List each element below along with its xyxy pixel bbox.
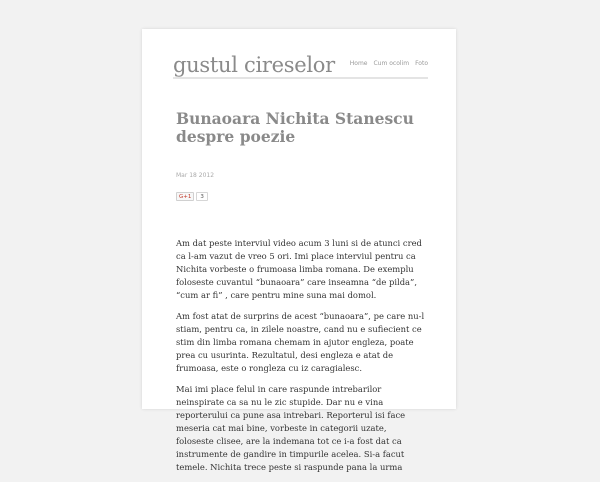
gplus-count: 3 — [196, 192, 208, 201]
nav-item-home[interactable]: Home — [349, 60, 368, 67]
post-content — [176, 237, 426, 482]
page-card — [142, 29, 456, 472]
top-nav — [350, 60, 428, 67]
gplus-button[interactable]: G+1 — [176, 192, 194, 201]
post-paragraph: Am dat peste interviul video acum 3 luni si de atunci cred ca l-am vazut de vreo 5 ori. Imi place interviul pentru ca Nichita vorbeste o frumoasa limba romana. De exemplu foloseste cuvantul “bunaoara” care inseamna “de pilda”, “cum ar fi” , care pentru mine suna mai domol. — [176, 238, 422, 300]
nav-item-foto[interactable]: Foto — [415, 60, 428, 67]
site-title[interactable]: gustul cireselor — [173, 53, 335, 77]
nav-item-cum-ocolim[interactable]: Cum ocolim — [373, 60, 410, 67]
gplus-widget — [176, 192, 208, 201]
post-title[interactable]: Bunaoara Nichita Stanescu despre poezie — [176, 109, 414, 146]
post-paragraph: Am fost atat de surprins de acest “bunaoara”, pe care nu-l stiam, pentru ca, in zilele noastre, cand nu e sufiecient ce stim din limba romana chemam in ajutor engleza, poate prea cu usurinta. Rezultatul, desi engleza e atat de frumoasa, este o rongleza cu iz caragialesc. — [176, 311, 425, 373]
post-date: Mar 18 2012 — [176, 172, 215, 179]
post-paragraph: Mai imi place felul in care raspunde intrebarilor neinspirate ca sa nu le zic stupide. Dar nu e vina reporterului ca pune asa intrebari. Reporterul isi face meseria cat mai bine, vorbeste in categorii uzate, foloseste clisee, are la indemana tot ce i-a fost dat ca instrumente de gandire in timpurile acelea. Si-a facut temele. Nichita trece peste si raspunde pana la urma — [176, 384, 406, 472]
header-divider — [173, 77, 428, 79]
